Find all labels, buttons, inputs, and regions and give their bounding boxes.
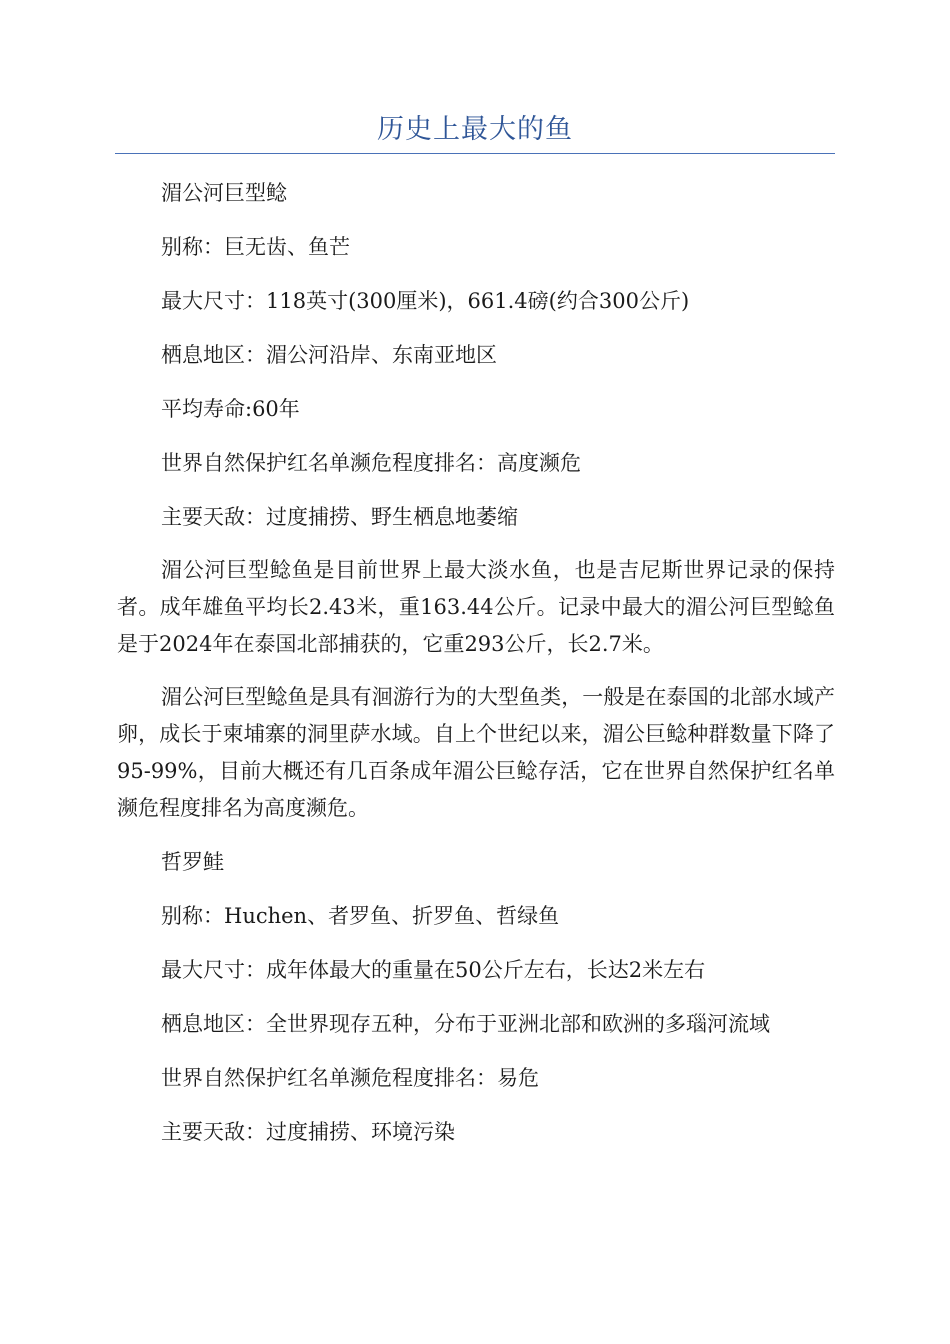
section2-max-size: 最大尺寸：成年体最大的重量在50公斤左右，长达2米左右: [161, 958, 706, 982]
section1-paragraph-1: 湄公河巨型鲶鱼是目前世界上最大淡水鱼，也是吉尼斯世界记录的保持者。成年雄鱼平均长2.43米，重163.44公斤。记录中最大的湄公河巨型鲶鱼是于2024年在泰国北部捕获的，它重293公斤，长2.7米。: [117, 558, 835, 656]
section1-paragraph-2: 湄公河巨型鲶鱼是具有洄游行为的大型鱼类，一般是在泰国的北部水域产卵，成长于柬埔寨的洞里萨水域。自上个世纪以来，湄公巨鲶种群数量下降了95-99%，目前大概还有几百条成年湄公巨鲶存活，它在世界自然保护红名单濒危程度排名为高度濒危。: [117, 685, 835, 820]
title-underline: [115, 153, 835, 154]
section1-lifespan: 平均寿命:60年: [161, 397, 300, 421]
page-title: 历史上最大的鱼: [377, 114, 573, 145]
section1-name: 湄公河巨型鲶: [161, 181, 287, 205]
section2-habitat: 栖息地区：全世界现存五种，分布于亚洲北部和欧洲的多瑙河流域: [161, 1012, 770, 1036]
section1-habitat: 栖息地区：湄公河沿岸、东南亚地区: [161, 343, 497, 367]
section1-threats: 主要天敌：过度捕捞、野生栖息地萎缩: [161, 505, 518, 529]
document-body: [117, 174, 835, 1167]
section2-threats: 主要天敌：过度捕捞、环境污染: [161, 1120, 455, 1144]
section2-alias: 别称：Huchen、者罗鱼、折罗鱼、哲绿鱼: [161, 904, 560, 928]
section1-alias: 别称：巨无齿、鱼芒: [161, 235, 350, 259]
section2-name: 哲罗鲑: [161, 850, 224, 874]
section1-max-size: 最大尺寸：118英寸(300厘米)，661.4磅(约合300公斤): [161, 289, 690, 313]
section1-iucn: 世界自然保护红名单濒危程度排名：高度濒危: [161, 451, 581, 475]
section2-iucn: 世界自然保护红名单濒危程度排名：易危: [161, 1066, 539, 1090]
